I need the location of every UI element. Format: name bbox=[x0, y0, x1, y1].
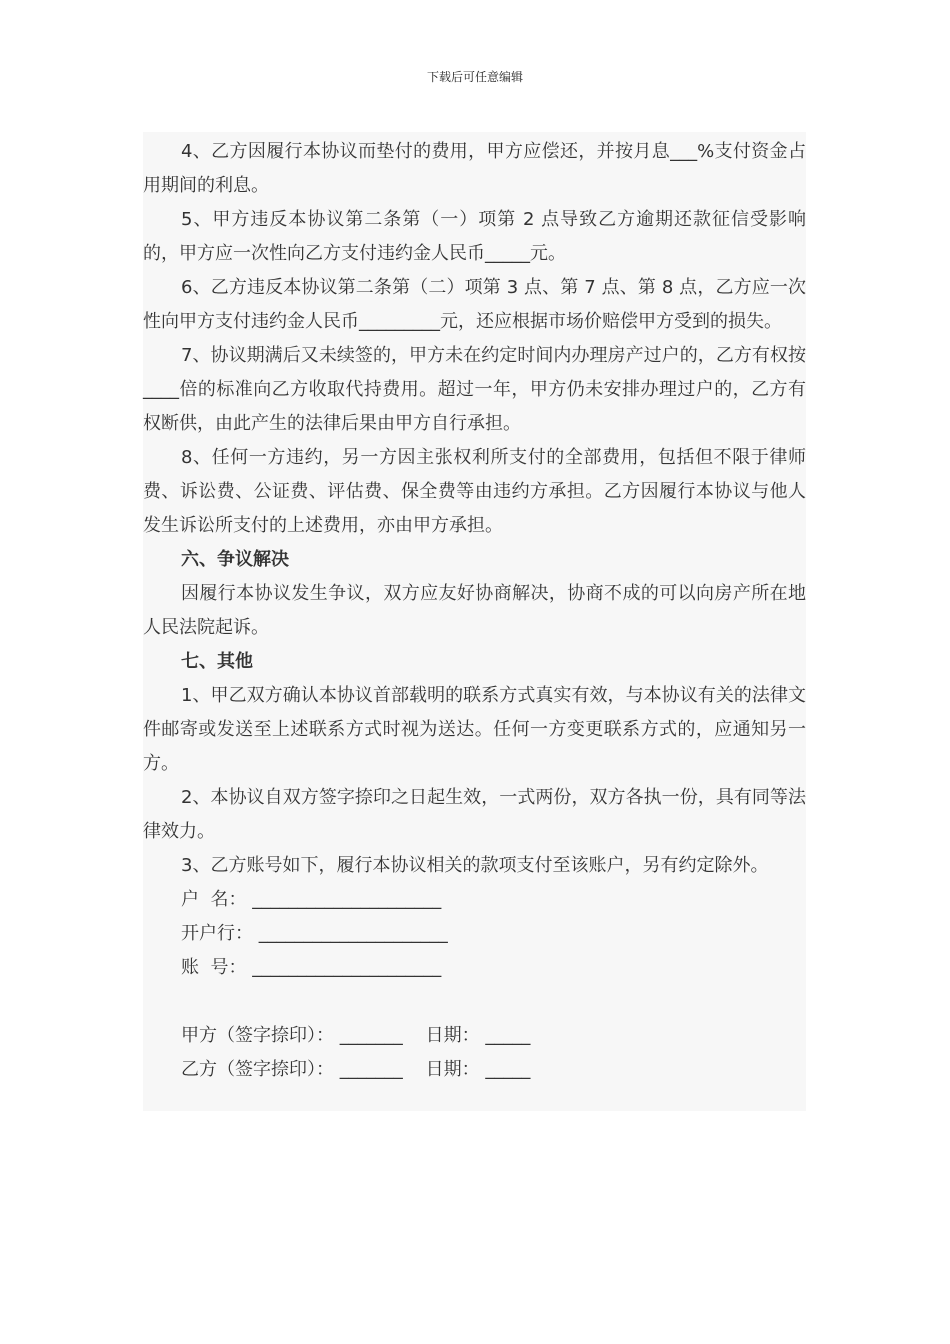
party-b-date-blank: _____ bbox=[485, 1059, 531, 1080]
account-bank-blank: _____________________ bbox=[258, 923, 448, 944]
clause-6 bbox=[143, 271, 806, 339]
clause-6-text-after: 元，还应根据市场价赔偿甲方受到的损失。 bbox=[440, 311, 782, 332]
signature-spacer bbox=[143, 985, 806, 1019]
clause-7 bbox=[143, 339, 806, 441]
document-body bbox=[143, 132, 806, 1111]
clause-5-text-after: 元。 bbox=[530, 243, 566, 264]
clause-4-rate-blank: ___ bbox=[670, 141, 698, 162]
clause-5-text-before: 5、甲方违反本协议第二条第（一）项第 2 点导致乙方逾期还款征信受影响的，甲方应一次性向乙方支付违约金人民币 bbox=[143, 209, 806, 264]
section-7-heading: 七、其他 bbox=[181, 651, 253, 672]
account-bank-label: 开户行： bbox=[181, 923, 253, 944]
clause-5-amount-blank: _____ bbox=[485, 243, 530, 264]
account-number-blank: _____________________ bbox=[252, 957, 442, 978]
clause-6-text-before: 6、乙方违反本协议第二条第（二）项第 3 点、第 7 点、第 8 点，乙方应一次性向甲方支付违约金人民币 bbox=[143, 277, 806, 332]
clause-7-multiplier-blank: ____ bbox=[143, 379, 179, 400]
clause-4-text-after: %支付资金占用期间的利息。 bbox=[143, 141, 806, 196]
clause-5 bbox=[143, 203, 806, 271]
section-6-text: 因履行本协议发生争议，双方应友好协商解决，协商不成的可以向房产所在地人民法院起诉。 bbox=[143, 583, 806, 638]
section-7-item-2: 2、本协议自双方签字捺印之日起生效，一式两份，双方各执一份，具有同等法律效力。 bbox=[143, 787, 806, 842]
account-bank-row bbox=[143, 917, 806, 951]
section-7-item-3: 3、乙方账号如下，履行本协议相关的款项支付至该账户，另有约定除外。 bbox=[181, 855, 769, 876]
party-a-date-label: 日期： bbox=[425, 1025, 480, 1046]
party-a-date-blank: _____ bbox=[485, 1025, 531, 1046]
party-b-signature-blank: _______ bbox=[339, 1059, 403, 1080]
section-7-item-1: 1、甲乙双方确认本协议首部载明的联系方式真实有效，与本协议有关的法律文件邮寄或发送至上述联系方式时视为送达。任何一方变更联系方式的，应通知另一方。 bbox=[143, 685, 806, 774]
clause-6-amount-blank: _________ bbox=[359, 311, 440, 332]
account-name-label: 户 名： bbox=[181, 889, 247, 910]
account-name-row bbox=[143, 883, 806, 917]
party-b-signature-label: 乙方（签字捺印）： bbox=[181, 1059, 334, 1080]
clause-7-text-after: 倍的标准向乙方收取代持费用。超过一年，甲方仍未安排办理过户的，乙方有权断供，由此产生的法律后果由甲方自行承担。 bbox=[143, 379, 806, 434]
clause-4-text-before: 4、乙方因履行本协议而垫付的费用，甲方应偿还，并按月息 bbox=[181, 141, 671, 162]
party-a-signature-blank: _______ bbox=[339, 1025, 403, 1046]
party-b-signature-row bbox=[143, 1053, 806, 1087]
party-a-signature-row bbox=[143, 1019, 806, 1053]
party-b-date-label: 日期： bbox=[425, 1059, 480, 1080]
account-number-label: 账 号： bbox=[181, 957, 247, 978]
party-a-signature-label: 甲方（签字捺印）： bbox=[181, 1025, 334, 1046]
clause-7-text-before: 7、协议期满后又未续签的，甲方未在约定时间内办理房产过户的，乙方有权按 bbox=[181, 345, 806, 366]
account-number-row bbox=[143, 951, 806, 985]
clause-8: 8、任何一方违约，另一方因主张权利所支付的全部费用，包括但不限于律师费、诉讼费、公证费、评估费、保全费等由违约方承担。乙方因履行本协议与他人发生诉讼所支付的上述费用，亦由甲方承担。 bbox=[143, 447, 806, 536]
clause-4 bbox=[143, 135, 806, 203]
header-note: 下载后可任意编辑 bbox=[426, 70, 523, 84]
section-6-heading: 六、争议解决 bbox=[181, 549, 289, 570]
account-name-blank: _____________________ bbox=[252, 889, 442, 910]
